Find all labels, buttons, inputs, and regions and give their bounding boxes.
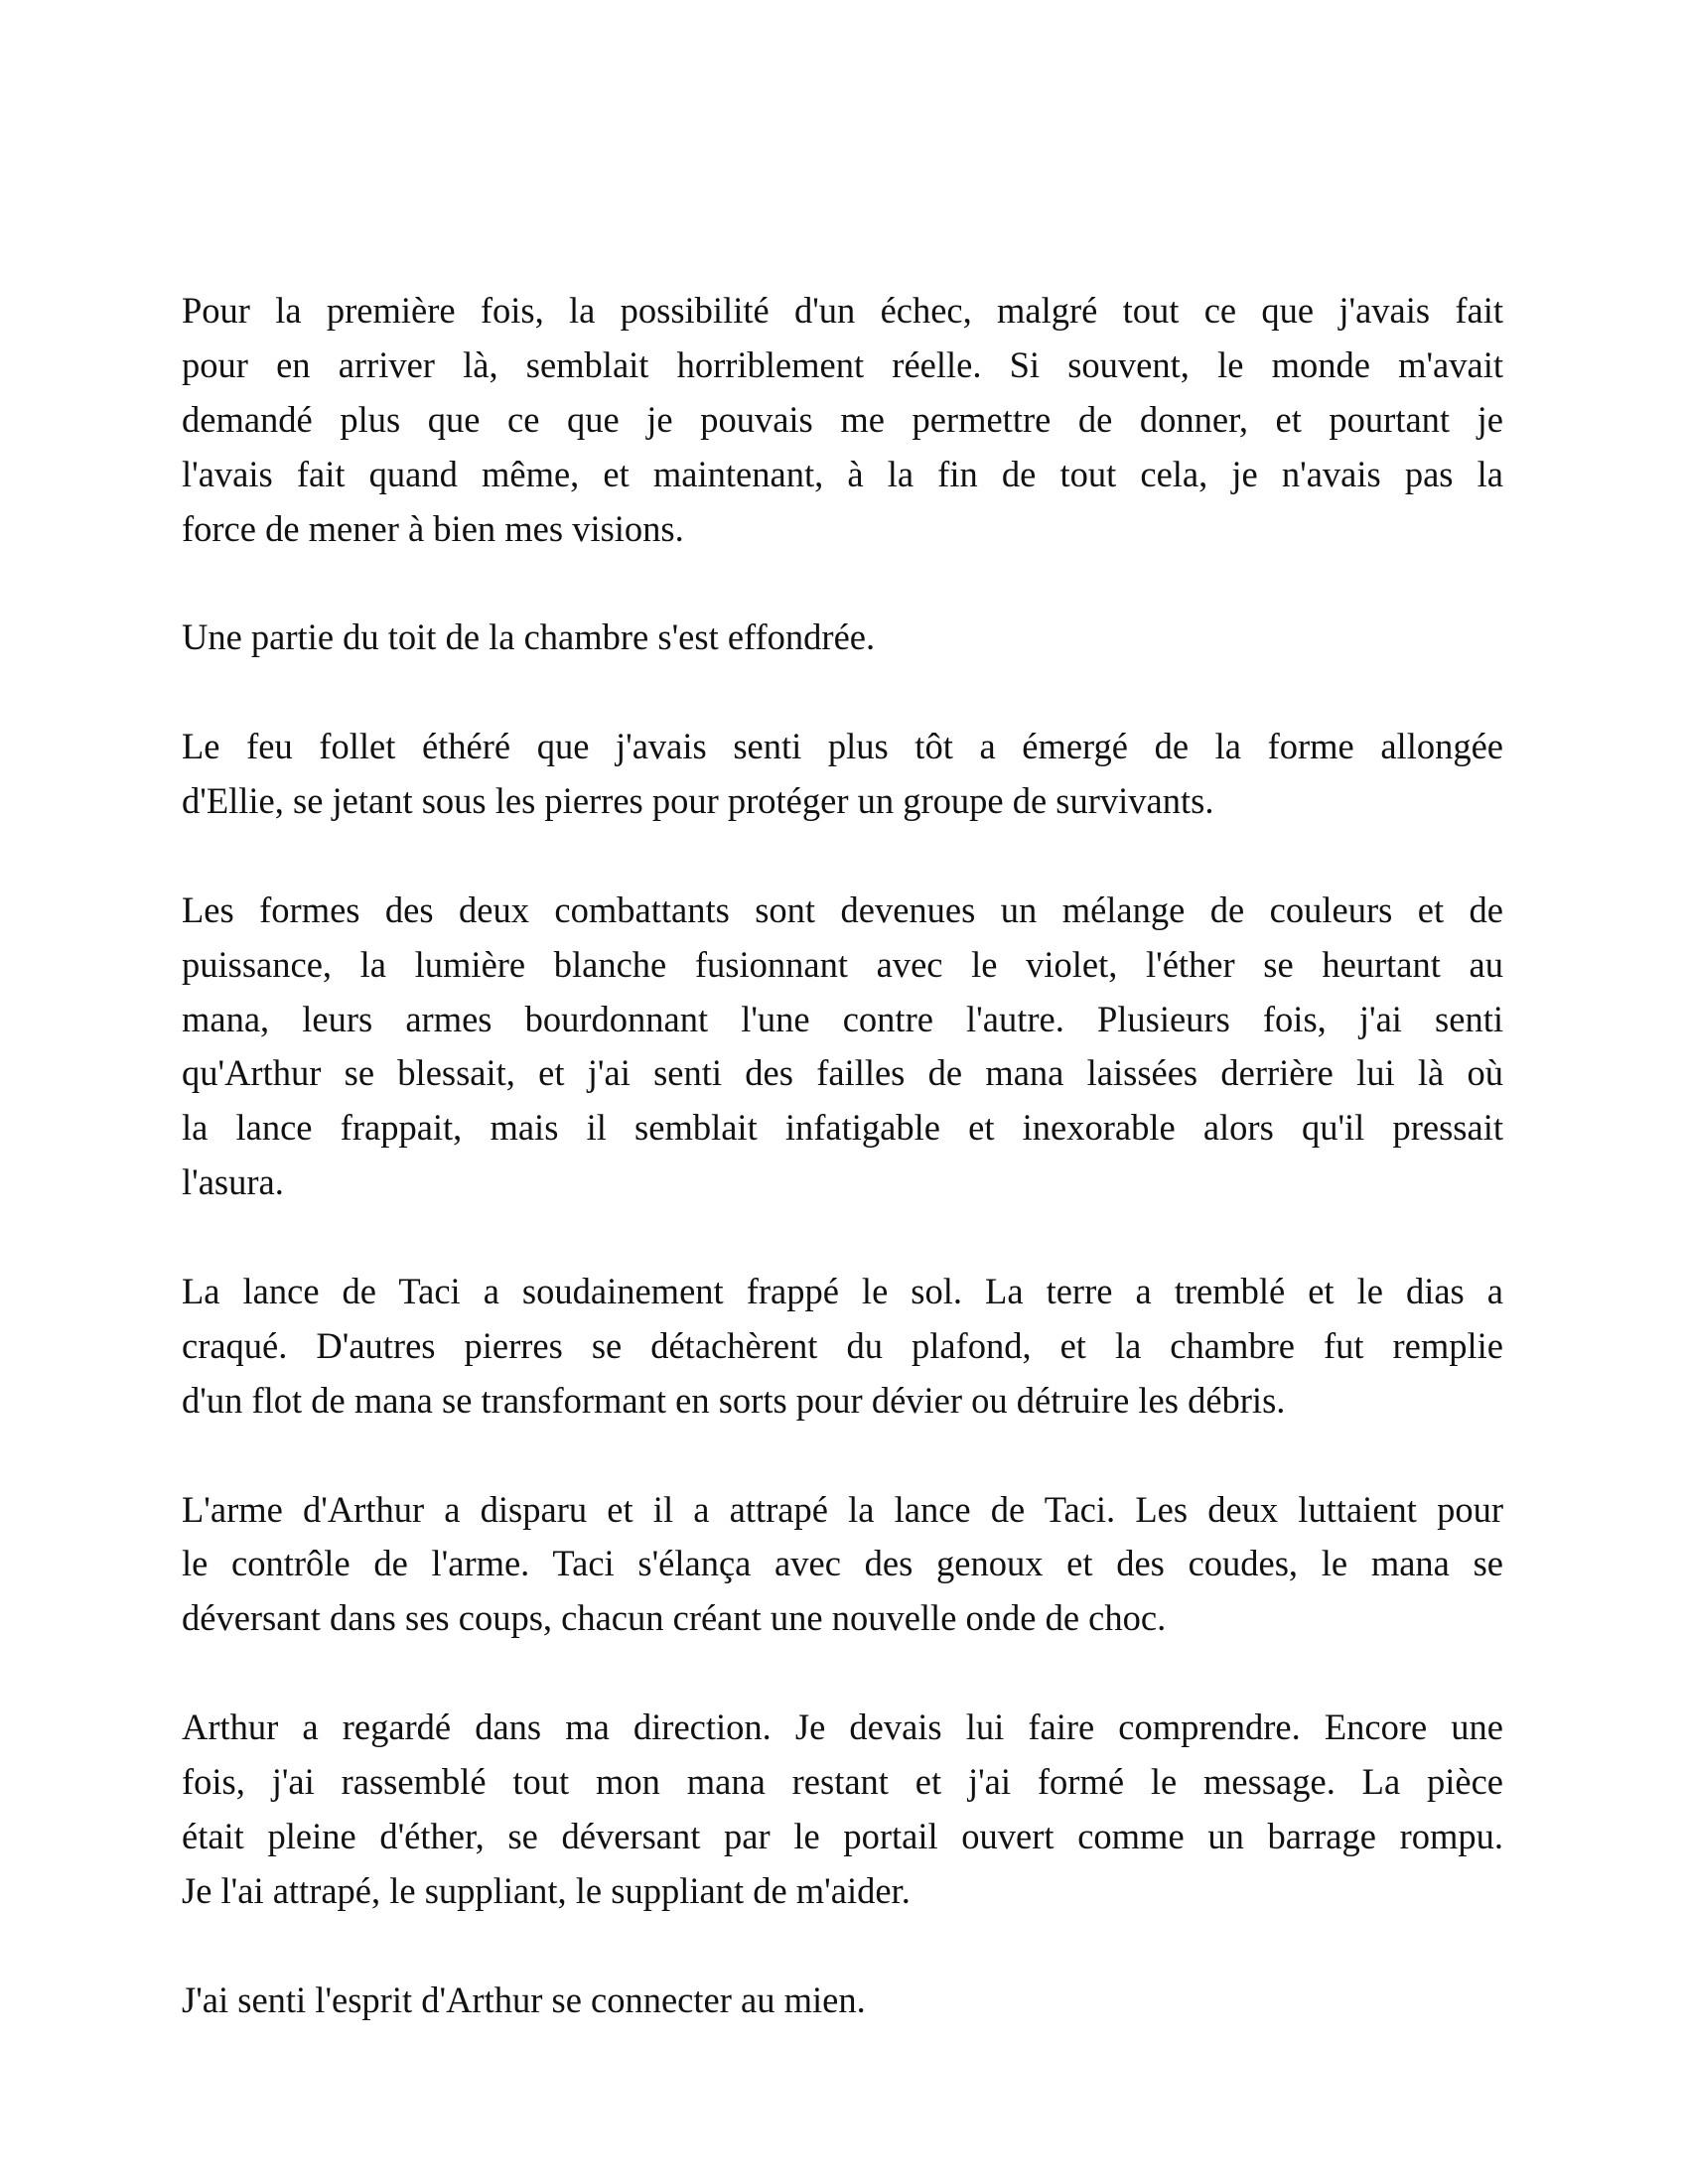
paragraph-3	[182, 720, 1503, 829]
text-line: fois, j'ai rassemblé tout mon mana restant et j'ai formé le message. La pièce	[182, 1761, 1503, 1803]
text-line: force de mener à bien mes visions.	[182, 507, 684, 549]
text-line: pour en arriver là, semblait horriblement réelle. Si souvent, le monde m'avait	[182, 343, 1503, 385]
text-line: d'Ellie, se jetant sous les pierres pour protéger un groupe de survivants.	[182, 780, 1214, 822]
paragraph-5	[182, 1265, 1503, 1429]
text-line: qu'Arthur se blessait, et j'ai senti des failles de mana laissées derrière lui là où	[182, 1052, 1503, 1094]
paragraph-2	[182, 611, 1503, 665]
text-line: Pour la première fois, la possibilité d'un échec, malgré tout ce que j'avais fait	[182, 290, 1503, 331]
paragraph-7	[182, 1701, 1503, 1919]
text-line: le contrôle de l'arme. Taci s'élança avec des genoux et des coudes, le mana se	[182, 1543, 1503, 1584]
text-line: L'arme d'Arthur a disparu et il a attrapé la lance de Taci. Les deux luttaient pour	[182, 1488, 1503, 1530]
text-line: était pleine d'éther, se déversant par le portail ouvert comme un barrage rompu.	[182, 1815, 1503, 1856]
text-line: déversant dans ses coups, chacun créant une nouvelle onde de choc.	[182, 1597, 1167, 1639]
paragraph-1	[182, 284, 1503, 556]
paragraph-8	[182, 1974, 1503, 2028]
document-page	[182, 284, 1503, 2028]
paragraph-6	[182, 1483, 1503, 1647]
text-line: puissance, la lumière blanche fusionnant avec le violet, l'éther se heurtant au	[182, 943, 1503, 985]
text-line: Le feu follet éthéré que j'avais senti plus tôt a émergé de la forme allongée	[182, 726, 1503, 767]
text-line: demandé plus que ce que je pouvais me permettre de donner, et pourtant je	[182, 398, 1503, 440]
text-line: Une partie du toit de la chambre s'est effondrée.	[182, 616, 876, 658]
paragraph-4	[182, 884, 1503, 1210]
text-line: La lance de Taci a soudainement frappé le sol. La terre a tremblé et le dias a	[182, 1271, 1503, 1312]
text-line: l'avais fait quand même, et maintenant, à la fin de tout cela, je n'avais pas la	[182, 453, 1503, 494]
text-line: craqué. D'autres pierres se détachèrent du plafond, et la chambre fut remplie	[182, 1324, 1503, 1366]
text-line: la lance frappait, mais il semblait infatigable et inexorable alors qu'il pressait	[182, 1107, 1503, 1149]
text-line: Arthur a regardé dans ma direction. Je devais lui faire comprendre. Encore une	[182, 1706, 1503, 1748]
text-line: Les formes des deux combattants sont devenues un mélange de couleurs et de	[182, 888, 1503, 930]
text-line: Je l'ai attrapé, le suppliant, le suppliant de m'aider.	[182, 1869, 911, 1911]
text-line: J'ai senti l'esprit d'Arthur se connecter au mien.	[182, 1979, 866, 2020]
text-line: d'un flot de mana se transformant en sorts pour dévier ou détruire les débris.	[182, 1379, 1286, 1421]
text-line: l'asura.	[182, 1161, 284, 1203]
text-line: mana, leurs armes bourdonnant l'une contre l'autre. Plusieurs fois, j'ai senti	[182, 998, 1503, 1039]
